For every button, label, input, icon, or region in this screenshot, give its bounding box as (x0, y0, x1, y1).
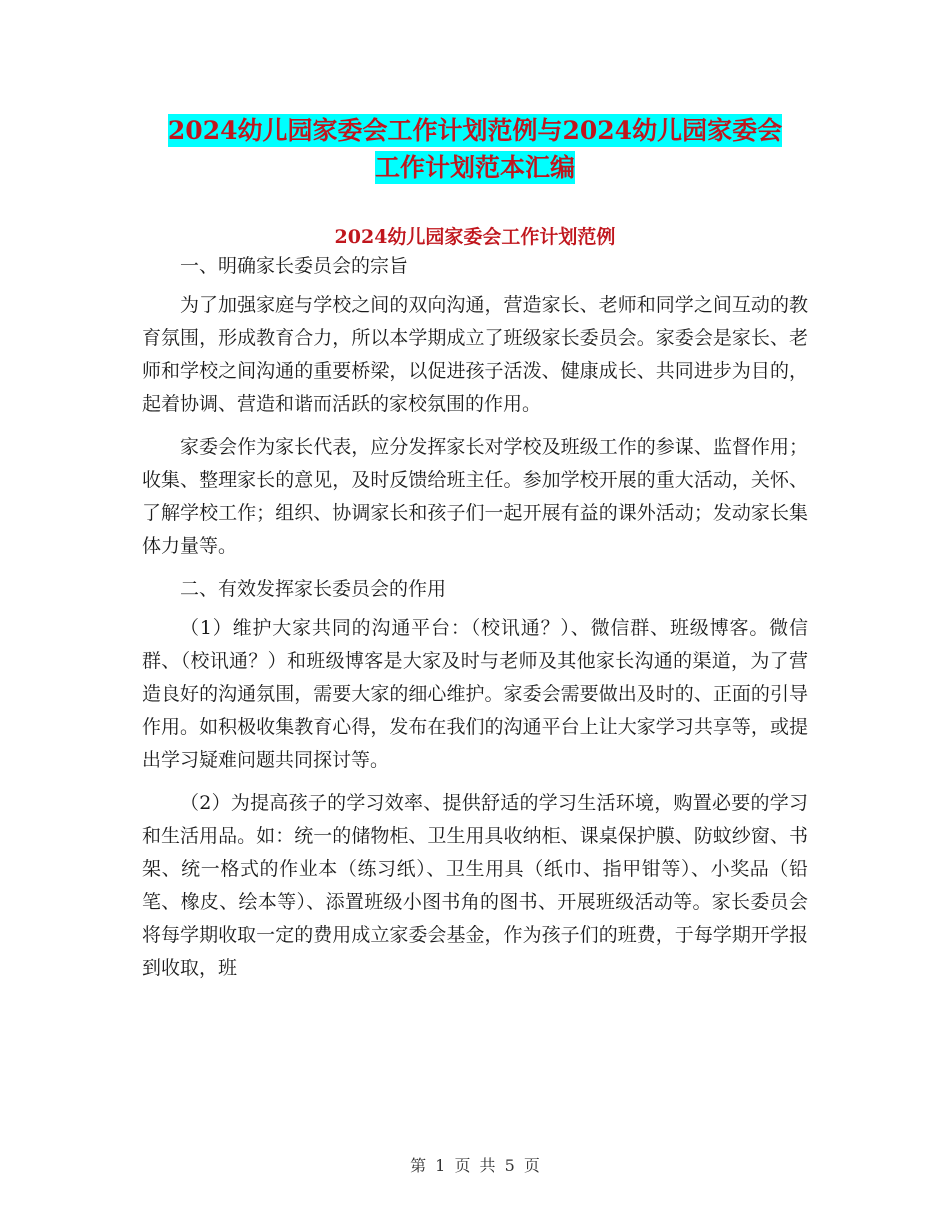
section-title: 2024幼儿园家委会工作计划范例 (334, 226, 616, 248)
page-footer: 第 1 页 共 5 页 (410, 1156, 540, 1175)
document-title-line2: 工作计划范本汇编 (374, 153, 575, 182)
heading-1: 一、明确家长委员会的宗旨 (180, 255, 409, 277)
document-title (0, 112, 950, 186)
heading-2: 二、有效发挥家长委员会的作用 (180, 578, 447, 600)
paragraph-purpose: 为了加强家庭与学校之间的双向沟通，营造家长、老师和同学之间互动的教育氛围，形成教育合力，所以本学期成立了班级家长委员会。家委会是家长、老师和学校之间沟通的重要桥梁，以促进孩子活泼、健康成长、共同进步为目的，起着协调、营造和谐而活跃的家校氛围的作用。 (142, 294, 808, 415)
document-body (142, 255, 808, 995)
paragraph-item-2: （2）为提高孩子的学习效率、提供舒适的学习生活环境，购置必要的学习和生活用品。如：统一的储物柜、卫生用具收纳柜、课桌保护膜、防蚊纱窗、书架、统一格式的作业本（练习纸）、卫生用具（纸巾、指甲钳等）、小奖品（铅笔、橡皮、绘本等）、添置班级小图书角的图书、开展班级活动等。家长委员会将每学期收取一定的费用成立家委会基金，作为孩子们的班费，于每学期开学报到收取，班 (142, 792, 808, 979)
document-title-line1: 2024幼儿园家委会工作计划范例与2024幼儿园家委会 (167, 116, 783, 145)
paragraph-item-1: （1）维护大家共同的沟通平台：（校讯通？）、微信群、班级博客。微信群、（校讯通？）和班级博客是大家及时与老师及其他家长沟通的渠道，为了营造良好的沟通氛围，需要大家的细心维护。家委会需要做出及时的、正面的引导作用。如积极收集教育心得，发布在我们的沟通平台上让大家学习共享等，或提出学习疑难问题共同探讨等。 (142, 617, 808, 771)
paragraph-representative: 家委会作为家长代表，应分发挥家长对学校及班级工作的参谋、监督作用；收集、整理家长的意见，及时反馈给班主任。参加学校开展的重大活动，关怀、了解学校工作；组织、协调家长和孩子们一起开展有益的课外活动；发动家长集体力量等。 (142, 436, 808, 557)
